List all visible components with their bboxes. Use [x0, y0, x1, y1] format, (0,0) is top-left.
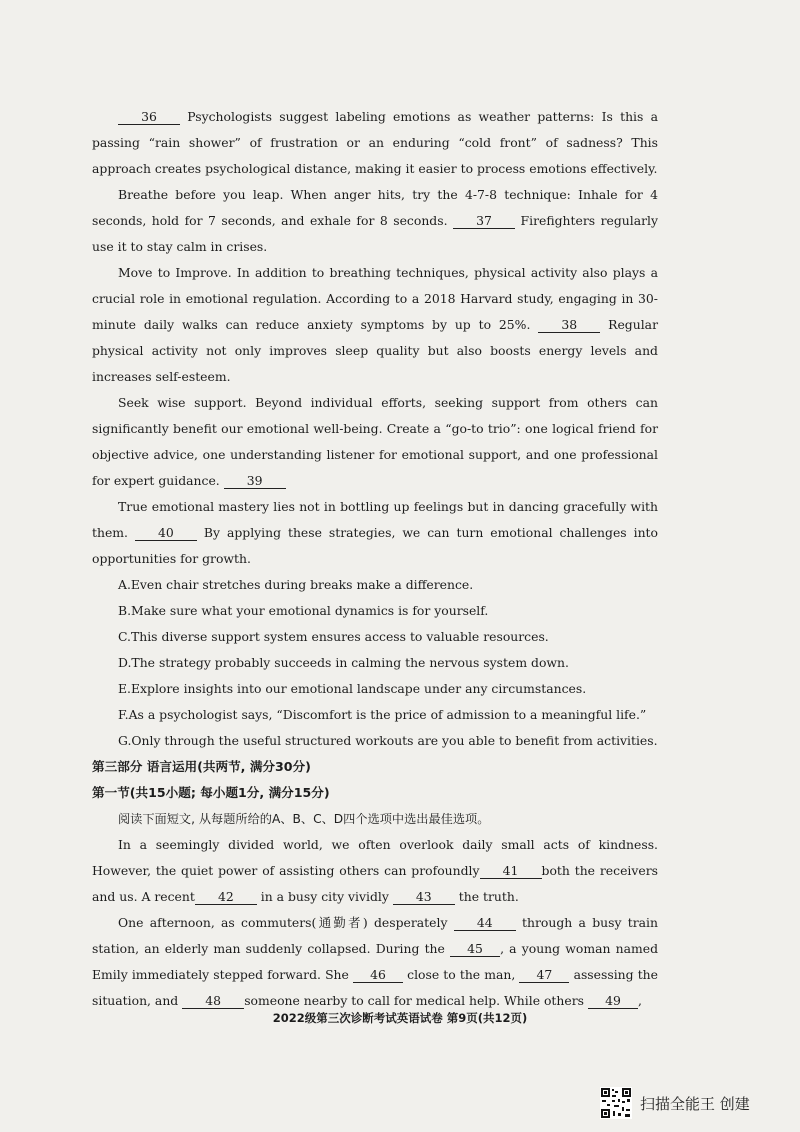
blank-47: 47 [519, 967, 569, 983]
blank-48: 48 [182, 993, 244, 1009]
option-b: B.Make sure what your emotional dynamics is for yourself. [118, 603, 489, 618]
paragraph-text: Firefighters regularly use it to stay calm in crises. [92, 213, 658, 254]
cloze-text: both the receivers and us. A recent [92, 863, 658, 904]
cloze-paragraph-1 [92, 832, 658, 910]
paragraph-text: Breathe before you leap. When anger hits, try the 4-7-8 technique: Inhale for 4 seconds, hold for 7 seconds, and exhale for 8 seconds. [92, 187, 658, 228]
blank-37: 37 [453, 213, 515, 229]
paragraph-text: Regular physical activity not only improves sleep quality but also boosts energy levels and increases self-esteem. [92, 317, 658, 384]
page-footer: 2022级第三次诊断考试英语试卷 第9页(共12页) [272, 1011, 528, 1025]
paragraph-text: Move to Improve. In addition to breathing techniques, physical activity also plays a crucial role in emotional regulation. According to a 2018 Harvard study, engaging in 30-minute daily walks can reduce anxiety symptoms by up to 25%. [92, 265, 658, 332]
option-f: F.As a psychologist says, “Discomfort is the price of admission to a meaningful life.” [118, 707, 647, 722]
section-heading: 第一节(共15小题; 每小题1分, 满分15分) [92, 785, 330, 800]
blank-43: 43 [393, 889, 455, 905]
paragraph-37 [92, 182, 658, 260]
option-g: G.Only through the useful structured workouts are you able to benefit from activities. [118, 733, 658, 748]
watermark-text: 扫描全能王 创建 [640, 1094, 750, 1113]
section-instruction: 阅读下面短文, 从每题所给的A、B、C、D四个选项中选出最佳选项。 [118, 812, 490, 826]
blank-49: 49 [588, 993, 638, 1009]
option-d: D.The strategy probably succeeds in calming the nervous system down. [118, 655, 569, 670]
blank-46: 46 [353, 967, 403, 983]
part-heading: 第三部分 语言运用(共两节, 满分30分) [92, 759, 311, 774]
blank-38: 38 [538, 317, 600, 333]
cloze-text: One afternoon, as commuters(通勤者) desperately [118, 915, 448, 930]
paragraph-38 [92, 260, 658, 390]
option-a: A.Even chair stretches during breaks make a difference. [118, 577, 474, 592]
option-e: E.Explore insights into our emotional landscape under any circumstances. [118, 681, 587, 696]
cloze-text: , a young woman named Emily immediately stepped forward. She [92, 941, 658, 982]
cloze-text: the truth. [458, 889, 519, 904]
cloze-text: through a busy train station, an elderly man suddenly collapsed. During the [92, 915, 658, 956]
paragraph-text: Seek wise support. Beyond individual efforts, seeking support from others can significantly benefit our emotional well-being. Create a “go-to trio”: one logical friend for objective advice, one understanding listener for emotional support, and one professional for expert guidance. [92, 395, 658, 488]
cloze-text: assessing the situation, and [92, 967, 658, 1008]
blank-41: 41 [480, 863, 542, 879]
option-c: C.This diverse support system ensures access to valuable resources. [118, 629, 549, 644]
blank-45: 45 [450, 941, 500, 957]
blank-39: 39 [224, 473, 286, 489]
paragraph-36 [92, 104, 658, 182]
blank-42: 42 [195, 889, 257, 905]
qr-code-icon [600, 1087, 632, 1119]
paragraph-40 [92, 494, 658, 572]
scanner-watermark [600, 1086, 750, 1120]
cloze-paragraph-2 [92, 910, 658, 1014]
cloze-text: In a seemingly divided world, we often overlook daily small acts of kindness. However, the quiet power of assisting others can profoundly [92, 837, 658, 878]
paragraph-39 [92, 390, 658, 494]
blank-36: 36 [118, 109, 180, 125]
cloze-text: close to the man, [407, 967, 516, 982]
paragraph-text: True emotional mastery lies not in bottling up feelings but in dancing gracefully with them. [92, 499, 658, 540]
cloze-text: in a busy city vividly [260, 889, 389, 904]
paragraph-text: Psychologists suggest labeling emotions as weather patterns: Is this a passing “rain shower” of frustration or an enduring “cold front” of sadness? This approach creates psychological distance, making it easier to process emotions effectively. [92, 109, 658, 176]
page-content [92, 104, 658, 1014]
cloze-text: , [637, 993, 642, 1008]
blank-40: 40 [135, 525, 197, 541]
paragraph-text: By applying these strategies, we can turn emotional challenges into opportunities for growth. [92, 525, 658, 566]
cloze-text: someone nearby to call for medical help. While others [244, 993, 585, 1008]
blank-44: 44 [454, 915, 516, 931]
